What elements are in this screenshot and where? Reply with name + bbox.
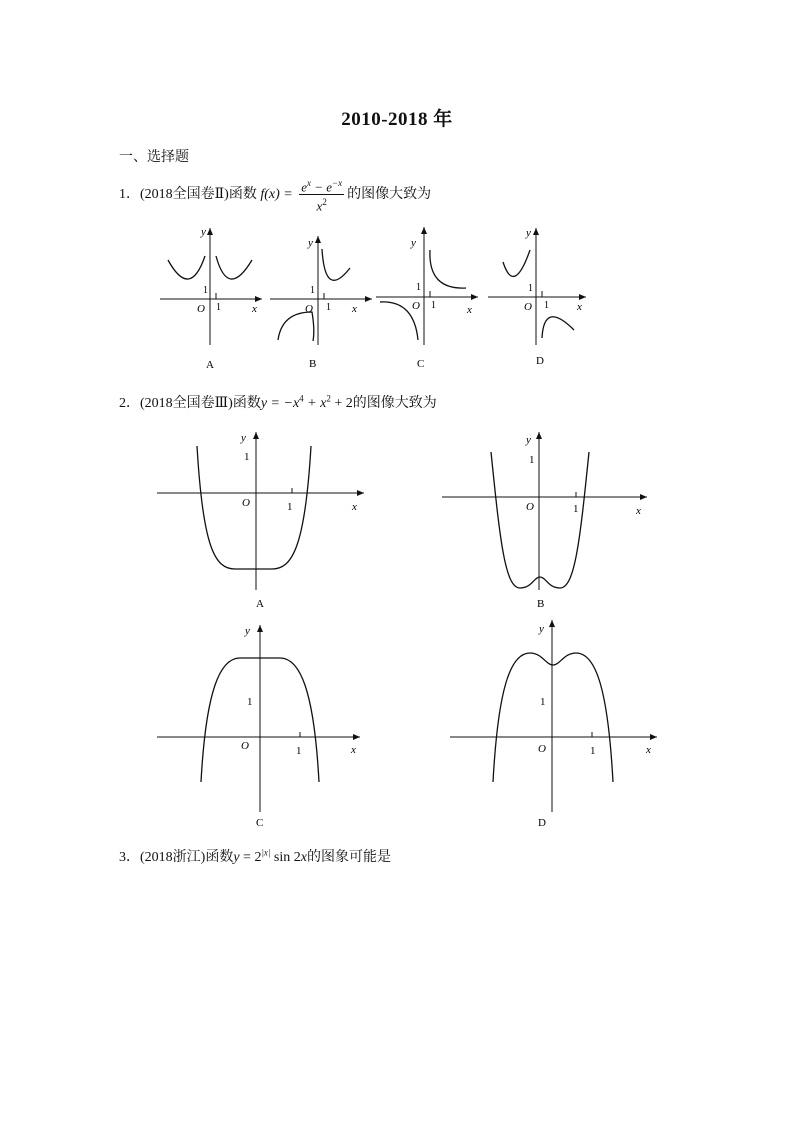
q1b-x-label: x <box>352 303 357 315</box>
q1c-y-label: y <box>411 237 416 249</box>
q3-formula-d: x <box>300 850 307 865</box>
q1a-x-label: x <box>252 303 257 315</box>
q1a-y-label: y <box>201 226 206 238</box>
q1-post: 的图像大致为 <box>347 187 432 203</box>
q1b-one-y: 1 <box>310 285 315 296</box>
q1-option-a: A <box>206 359 214 371</box>
q2d-y-label: y <box>539 623 544 635</box>
q1c-x-label: x <box>467 304 472 316</box>
q2d-origin: O <box>538 743 546 755</box>
q2-exp2: 2 <box>326 393 331 404</box>
q1d-one-y: 1 <box>528 283 533 294</box>
q1-graph-b <box>270 236 372 370</box>
question-3 <box>119 846 391 866</box>
q1b-one-x: 1 <box>326 302 331 313</box>
q2b-x-label: x <box>636 505 641 517</box>
q3-formula-c: sin 2 <box>270 850 301 865</box>
q3-number: 3． <box>119 850 140 865</box>
q2b-origin: O <box>526 501 534 513</box>
q2-option-b: B <box>537 598 545 610</box>
q1d-origin: O <box>524 301 532 313</box>
q2-formula-b: = −x <box>267 396 300 411</box>
q1-option-d: D <box>536 355 544 367</box>
q3-exp: |x| <box>261 847 271 858</box>
q2-formula-a: y <box>260 396 268 411</box>
q2-option-c: C <box>256 817 264 829</box>
q2b-one-y: 1 <box>529 454 535 466</box>
q1-denominator: $x^2$ <box>316 197 327 214</box>
q2a-one-x: 1 <box>287 501 293 513</box>
q2-graph-d <box>450 620 657 829</box>
q2-graph-c <box>157 625 360 829</box>
q1-source: (2018全国卷Ⅱ) <box>140 187 229 203</box>
q1b-y-label: y <box>308 237 313 249</box>
q2c-y-label: y <box>245 625 250 637</box>
q1-option-c: C <box>417 358 425 370</box>
q1-option-b: B <box>309 358 317 370</box>
q2-source: (2018全国卷Ⅲ) <box>140 396 233 411</box>
q3-post: 的图象可能是 <box>306 850 391 865</box>
q2a-origin: O <box>242 497 250 509</box>
q2a-x-label: x <box>352 501 357 513</box>
q1-number: 1． <box>119 187 140 203</box>
q2-option-d: D <box>538 817 546 829</box>
q2-number: 2． <box>119 396 140 411</box>
q2c-origin: O <box>241 740 249 752</box>
q1a-origin: O <box>197 303 205 315</box>
q1-graph-d <box>488 227 586 367</box>
q2-exp4: 4 <box>299 393 304 404</box>
q1c-origin: O <box>412 300 420 312</box>
q1d-one-x: 1 <box>544 300 549 311</box>
q1a-one-y: 1 <box>203 285 208 296</box>
q1-graph-a <box>160 226 262 371</box>
q2-post: 的图像大致为 <box>352 396 437 411</box>
q2-pre: 函数 <box>232 396 261 411</box>
q1-pre: 函数 <box>228 187 257 203</box>
q1b-origin: O <box>305 303 313 315</box>
q3-source: (2018浙江) <box>140 850 206 865</box>
question-2 <box>119 392 437 412</box>
q2-formula-c: + x <box>303 396 327 411</box>
q2-formula-d: + 2 <box>330 396 353 411</box>
q2b-one-x: 1 <box>573 503 579 515</box>
section-heading: 一、选择题 <box>119 150 189 165</box>
q1c-one-y: 1 <box>416 282 421 293</box>
q1d-x-label: x <box>577 301 582 313</box>
q3-formula-a: y <box>233 850 240 865</box>
page-title: 2010-2018 年 <box>341 109 453 130</box>
q2c-x-label: x <box>351 744 356 756</box>
q1d-y-label: y <box>526 227 531 239</box>
q3-pre: 函数 <box>205 850 234 865</box>
q1-lhs: f(x) = <box>260 187 293 203</box>
q2-graph-b <box>442 432 647 610</box>
q2-option-a: A <box>256 598 264 610</box>
q2d-one-y: 1 <box>540 696 546 708</box>
q2b-y-label: y <box>526 434 531 446</box>
q2d-one-x: 1 <box>590 745 596 757</box>
q2a-y-label: y <box>241 432 246 444</box>
q1c-one-x: 1 <box>431 300 436 311</box>
q3-formula-b: = 2 <box>239 850 262 865</box>
q2d-x-label: x <box>646 744 651 756</box>
q2-graph-a <box>157 432 364 610</box>
q1-numerator: $e^x - e^{-x}$ <box>301 178 343 195</box>
q2c-one-x: 1 <box>296 745 302 757</box>
q1-graph-c <box>376 227 478 370</box>
q2a-one-y: 1 <box>244 451 250 463</box>
q2c-one-y: 1 <box>247 696 253 708</box>
q1a-one-x: 1 <box>216 302 221 313</box>
